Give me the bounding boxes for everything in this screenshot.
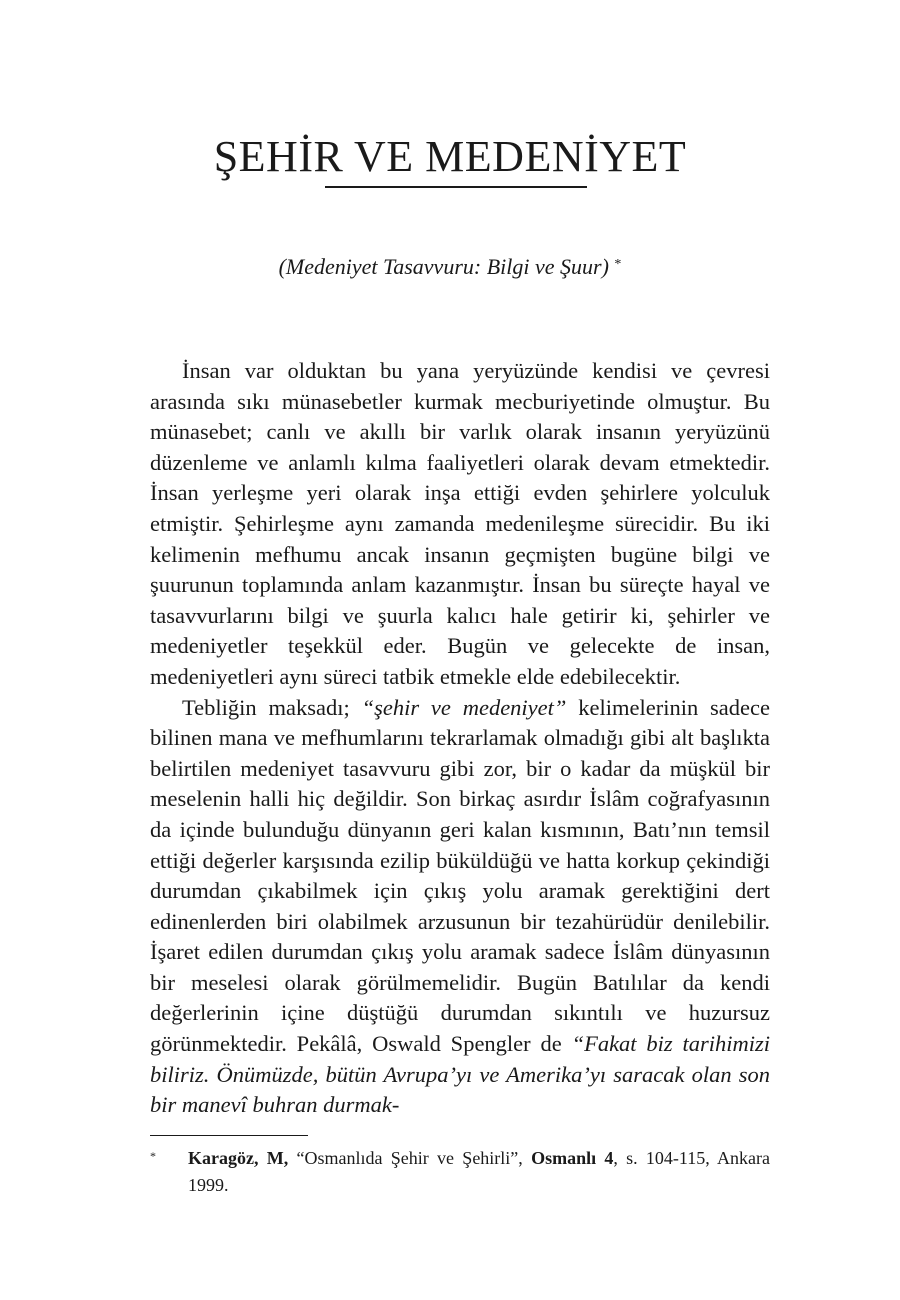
body-text <box>150 356 770 1121</box>
paragraph-1: İnsan var olduktan bu yana yeryüzünde kendisi ve çevresi arasında sıkı münasebetler kurmak mecburiyetinde olmuştur. Bu münasebet; canlı ve akıllı bir varlık olarak insanın yeryüzünü düzenleme ve anlamlı kılma faaliyetleri olarak devam etmektedir. İnsan yerleşme yeri olarak inşa ettiği evden şehirlere yolculuk etmiştir. Şehirleşme aynı zamanda medenileşme sürecidir. Bu iki kelimenin mefhumu ancak insanın geçmişten bugüne bilgi ve şuurunun toplamında anlam kazanmıştır. İnsan bu süreçte hayal ve tasavvurlarını bilgi ve şuurla kalıcı hale getirir ki, şehirler ve medeniyetler teşekkül eder. Bugün ve gelecekte de insan, medeniyetleri aynı süreci tatbik etmekle elde edebilecektir. <box>150 358 770 689</box>
paragraph-2 <box>150 693 770 1121</box>
footnote-marker: * <box>150 1149 156 1163</box>
footnote-details: , s. 104-115, Ankara 1999. <box>188 1148 771 1195</box>
footnote-author: Karagöz, M, <box>188 1148 289 1168</box>
footnote-separator <box>150 1135 308 1136</box>
subtitle-footnote-marker: * <box>614 257 622 272</box>
paragraph-2-start: Tebliğin maksadı; <box>182 694 362 720</box>
footnote-source: Osmanlı 4 <box>531 1148 614 1168</box>
footnote-text <box>188 1145 770 1199</box>
paragraph-2-middle: kelimelerinin sadece bilinen mana ve mefhumlarını tekrarlamak olmadığı gibi alt başlıkta belirtilen medeniyet tasavvuru gibi zor, bir o kadar da müşkül bir meselenin halli hiç değildir. Son birkaç asırdır İslâm coğrafyasının da içinde bulunduğu dünyanın geri kalan kısmının, Batı’nın temsil ettiği değerler karşısında ezilip büküldüğü ve hatta korkup çekindiği durumdan çıkabilmek için çıkış yolu aramak gerektiğini dert edinenlerden biri olabilmek arzusunun bir tezahürüdür denilebilir. İşaret edilen durumdan çıkış yolu aramak sadece İslâm dünyasının bir meselesi olarak görülmemelidir. Bugün Batılılar da kendi değerlerinin içine düştüğü durumdan sıkıntılı ve huzursuz görünmektedir. Pekâlâ, Oswald Spengler de <box>150 694 770 1057</box>
paragraph-2-quote: “şehir ve medeniyet” <box>361 694 567 720</box>
subtitle-text: (Medeniyet Tasavvuru: Bilgi ve Şuur) <box>278 254 609 279</box>
paragraph-2-italic-end: “Fakat biz tarihimizi biliriz. Önümüzde, bütün Avrupa’yı ve Amerika’yı saracak olan son bir manevî buhran durmak- <box>150 1031 770 1118</box>
title-underline <box>325 186 587 188</box>
footnote-title: “Osmanlıda Şehir ve Şehirli”, <box>288 1148 532 1168</box>
chapter-subtitle <box>0 250 900 282</box>
chapter-title: ŞEHİR VE MEDENİYET <box>213 132 687 181</box>
footnote <box>150 1145 770 1199</box>
